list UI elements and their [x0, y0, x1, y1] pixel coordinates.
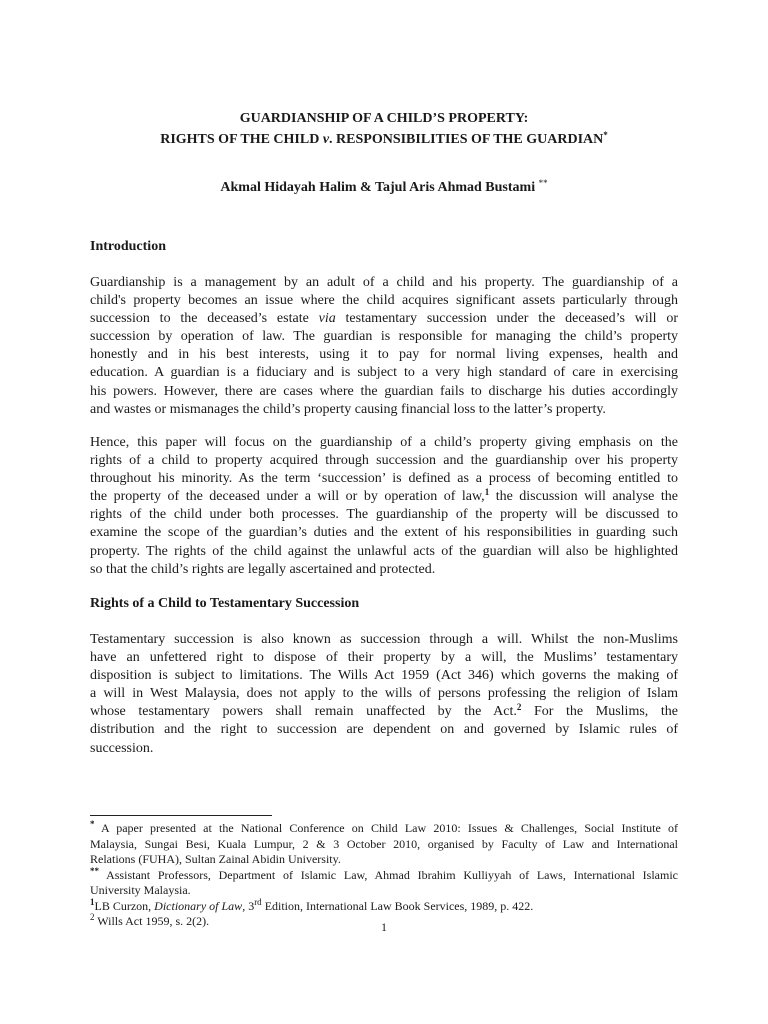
page-number: 1: [381, 920, 387, 934]
title-footnote-mark: *: [603, 130, 608, 140]
footnote-2: $^2$ Wills Act 1959, s. 2(2).: [90, 912, 210, 928]
authors-footnote-mark: **: [538, 178, 548, 188]
authors: Akmal Hidayah Halim & Tajul Aris Ahmad Bustami **: [220, 178, 548, 195]
paragraph-intro-2: Hence, this paper will focus on the guardianship of a child’s property giving emphasis on the rights of a child to property acquired through succession and the guardianship over his property throughout his minority. As the term ‘succession’ is defined as a process of becoming entitled to the property of the deceased under a will or by operation of law,$^1$ the discussion will analyse the rights of the child under both processes. The guardianship of the property will be discussed to examine the scope of the guardian’s duties and the extent of his responsibilities in guarding such property. The rights of the child against the unlawful acts of the guardian will also be highlighted so that the child’s rights are legally ascertained and protected.: [90, 435, 678, 577]
footnote-1: $^1$LB Curzon, Dictionary of Law, 3rd Edition, International Law Book Services, 1989, p. 422.: [90, 896, 534, 913]
footnote-double-asterisk: ** Assistant Professors, Department of Islamic Law, Ahmad Ibrahim Kulliyyah of Laws, International Islamic University Malaysia.: [90, 865, 678, 897]
paragraph-intro-1: Guardianship is a management by an adult of a child and his property. The guardianship of a child's property becomes an issue where the child acquires significant assets particularly through succession to the deceased’s estate via testamentary succession under the deceased’s will or succession by operation of law. The guardian is responsible for managing the child’s property honestly and in his best interests, using it to pay for normal living expenses, health and education. A guardian is a fiduciary and is subject to a very high standard of care in exercising his powers. However, there are cases where the guardian fails to discharge his duties accordingly and wastes or mismanages the child’s property causing financial loss to the latter’s property.: [90, 275, 679, 417]
title-line-2: RIGHTS OF THE CHILD v. RESPONSIBILITIES OF THE GUARDIAN*: [160, 130, 608, 147]
section-heading-introduction: Introduction: [90, 239, 166, 254]
paragraph-testamentary-1: Testamentary succession is also known as succession through a will. Whilst the non-Muslims have an unfettered right to dispose of their property by a will, the Muslims’ testamentary disposition is subject to limitations. The Wills Act 1959 (Act 346) which governs the making of a will in West Malaysia, does not apply to the wills of persons professing the religion of Islam whose testamentary powers shall remain unaffected by the Act.$^2$ For the Muslims, the distribution and the right to succession are dependent on and governed by Islamic rules of succession.: [90, 632, 679, 756]
footnote-ref-1: 1: [484, 487, 490, 498]
footnotes: [90, 821, 678, 930]
section-heading-testamentary-succession: Rights of a Child to Testamentary Succession: [90, 596, 360, 611]
footnote-ref-2: 2: [516, 702, 522, 713]
footnote-asterisk: * A paper presented at the National Conference on Child Law 2010: Issues & Challenges, Social Institute of Malaysia, Sungai Besi, Kuala Lumpur, 2 & 3 October 2010, organised by Faculty of Law and International Relations (FUHA), Sultan Zainal Abidin University.: [90, 819, 678, 866]
title-line-1: GUARDIANSHIP OF A CHILD’S PROPERTY:: [239, 111, 529, 126]
footnote-divider: [90, 815, 272, 816]
paper-title: [90, 110, 678, 149]
